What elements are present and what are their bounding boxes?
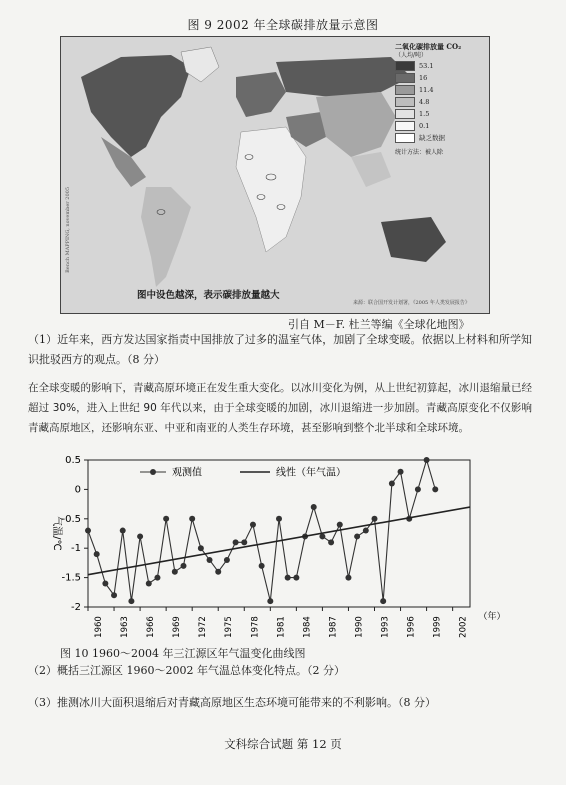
x-tick-label: 1990 [354, 616, 365, 638]
observed-point [432, 486, 438, 492]
observed-point [363, 528, 369, 534]
observed-point [345, 575, 351, 581]
legend-entry [395, 61, 483, 71]
observed-point [215, 569, 221, 575]
legend-entry [395, 73, 483, 83]
legend-label: 11.4 [419, 86, 434, 95]
legend-swatch [395, 73, 415, 83]
legend-swatch [395, 61, 415, 71]
x-tick-label: 2002 [458, 616, 469, 638]
observed-point [85, 528, 91, 534]
legend-swatch [395, 97, 415, 107]
legend-swatch [395, 109, 415, 119]
observed-point [94, 551, 100, 557]
observed-point [189, 516, 195, 522]
observed-point [389, 481, 395, 487]
legend-label: 53.1 [419, 62, 434, 71]
figure9-title: 图 9 2002 年全球碳排放量示意图 [187, 18, 379, 32]
figure10-caption: 图 10 1960～2004 年三江源区年气温变化曲线图 [60, 647, 306, 660]
observed-point [181, 563, 187, 569]
observed-point [241, 539, 247, 545]
observed-point [311, 504, 317, 510]
observed-point [354, 533, 360, 539]
x-tick-label: 1972 [198, 616, 209, 638]
x-tick-label: 1975 [224, 616, 235, 638]
legend-entry [395, 85, 483, 95]
observed-point [415, 486, 421, 492]
x-tick-label: 1963 [120, 616, 131, 638]
citation: 引自 M－F. 杜兰等编《全球化地图》 [288, 318, 470, 331]
observed-point [207, 557, 213, 563]
legend-swatch [395, 85, 415, 95]
observed-point [111, 592, 117, 598]
observed-point [380, 598, 386, 604]
map-legend [395, 43, 483, 157]
x-tick-label: 1981 [276, 616, 287, 638]
observed-point [224, 557, 230, 563]
observed-point [120, 528, 126, 534]
map-source: 来源：联合国开发计划署，《2005 年人类发展报告》 [353, 300, 470, 306]
observed-point [267, 598, 273, 604]
legend-observed-label: 观测值 [172, 467, 202, 479]
legend-method: 统计方法：被人除 [395, 149, 444, 157]
legend-title: 二氧化碳排放量 CO₂ [395, 42, 462, 51]
y-tick-label: -2 [71, 602, 81, 613]
observed-point [172, 569, 178, 575]
legend-label: 0.1 [419, 122, 430, 131]
legend-observed-marker [150, 469, 156, 475]
observed-point [372, 516, 378, 522]
page-footer: 文科综合试题 第 12 页 [224, 737, 342, 751]
x-tick-label: 1978 [250, 616, 261, 638]
question-3: （3）推测冰川大面积退缩后对青藏高原地区生态环境可能带来的不利影响。（8 分） [28, 696, 436, 709]
x-tick-label: 1996 [406, 616, 417, 638]
observed-point [163, 516, 169, 522]
y-tick-label: -0.5 [61, 513, 81, 525]
observed-point [128, 598, 134, 604]
map-caption: 图中设色越深，表示碳排放量越大 [137, 290, 280, 301]
observed-point [198, 545, 204, 551]
observed-point [337, 522, 343, 528]
y-tick-label: -1.5 [61, 572, 81, 584]
y-tick-label: 0 [74, 484, 81, 496]
x-tick-label: 1984 [302, 616, 313, 638]
legend-entry [395, 109, 483, 119]
observed-point [102, 580, 108, 586]
observed-point [137, 533, 143, 539]
observed-point [328, 539, 334, 545]
temperature-chart [30, 452, 510, 642]
x-axis-label: （年） [478, 612, 506, 622]
world-map-figure [60, 36, 490, 314]
x-tick-label: 1966 [146, 616, 157, 638]
legend-label: 16 [419, 74, 428, 83]
y-tick-label: -1 [71, 543, 81, 555]
x-tick-label: 1993 [380, 616, 391, 638]
observed-point [293, 575, 299, 581]
legend-unit: （人均/吨） [395, 51, 428, 59]
legend-label: 1.5 [419, 110, 430, 119]
x-tick-label: 1960 [94, 616, 104, 638]
question-2: （2）概括三江源区 1960～2002 年气温总体变化特点。（2 分） [28, 664, 345, 677]
legend-entry [395, 97, 483, 107]
observed-point [233, 539, 239, 545]
observed-point [154, 575, 160, 581]
temperature-chart-svg [30, 452, 510, 642]
y-tick-label: 0.5 [65, 455, 81, 466]
observed-point [259, 563, 265, 569]
y-axis-label: 气温/℃ [51, 516, 62, 551]
observed-point [398, 469, 404, 475]
observed-point [285, 575, 291, 581]
legend-label: 4.8 [419, 98, 430, 107]
observed-line [88, 460, 435, 601]
plot-frame [88, 460, 470, 607]
observed-point [250, 522, 256, 528]
legend-no-data: 缺乏数据 [395, 133, 483, 143]
observed-point [276, 516, 282, 522]
question-1: （1）近年来，西方发达国家指责中国排放了过多的温室气体，加剧了全球变暖。依据以上材料和所学知识批驳西方的观点。（8 分） [28, 333, 532, 366]
x-tick-label: 1969 [172, 616, 183, 638]
observed-point [424, 457, 430, 463]
x-tick-label: 1987 [328, 616, 339, 638]
legend-trend-label: 线性（年气温） [276, 467, 346, 479]
legend-swatch [395, 121, 415, 131]
observed-point [146, 580, 152, 586]
legend-entry [395, 121, 483, 131]
map-side-note: Bench MAPPING, november 2005 [65, 187, 71, 273]
x-tick-label: 1999 [432, 616, 443, 638]
paragraph-2: 在全球变暖的影响下，青藏高原环境正在发生重大变化。以冰川变化为例，从上世纪初算起，冰川退缩量已经超过 30%，进入上世纪 90 年代以来，由于全球变暖的加剧，冰川退缩进一步加剧。青藏高原变化不仅影响青藏高原地区，还影响东亚、中亚和南亚的人类生存环境，甚至影响到整个北半球和全球环境。 [28, 382, 532, 434]
